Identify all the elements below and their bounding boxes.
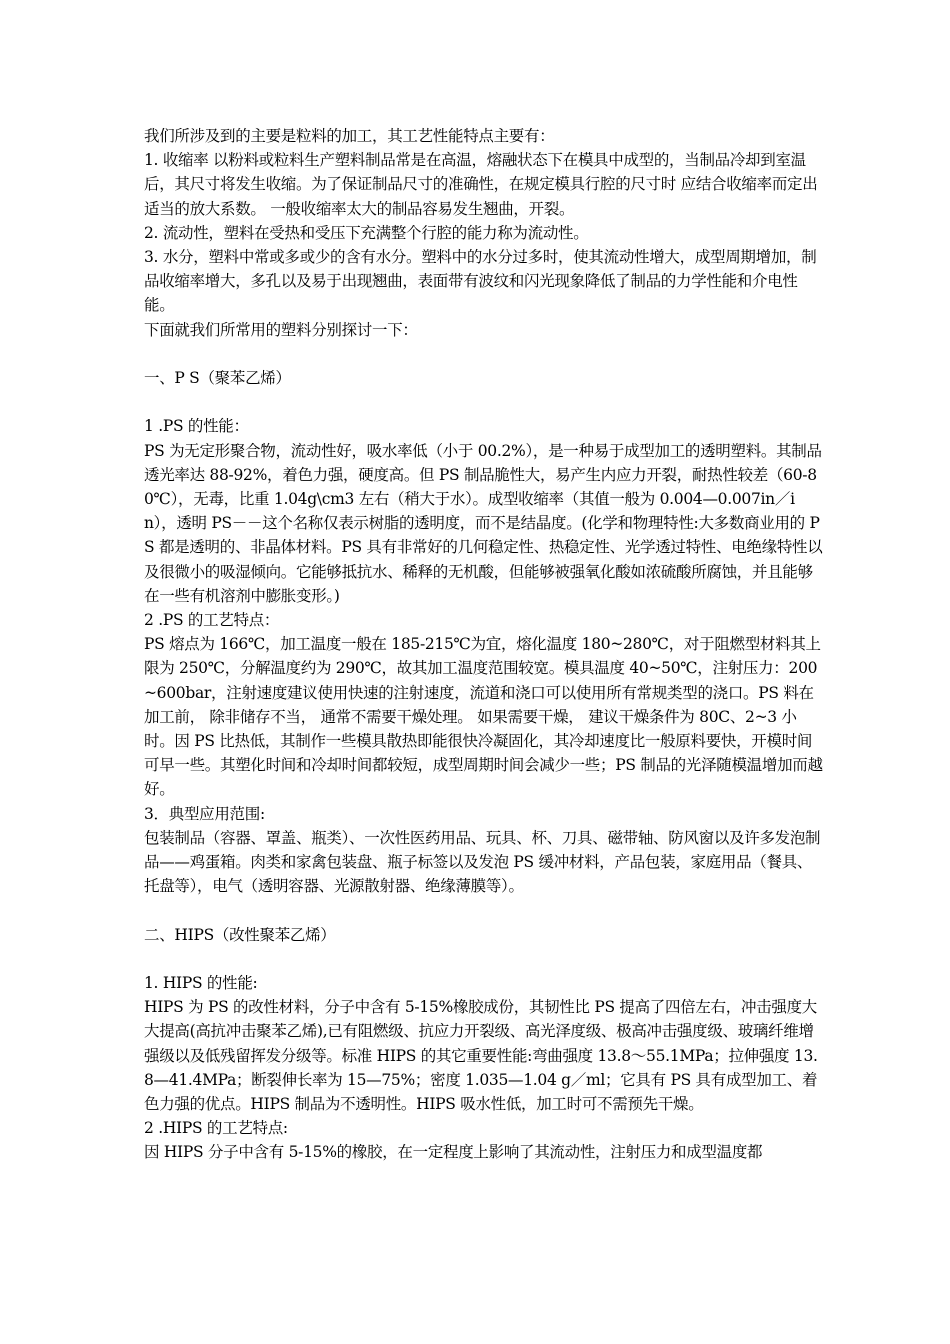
ps-application-text: 包装制品（容器、罩盖、瓶类）、一次性医药用品、玩具、杯、刀具、磁带轴、防风窗以及许多发泡制品——鸡蛋箱。肉类和家禽包装盘、瓶子标签以及发泡 PS 缓冲材料，产品包装，家庭用品（餐具、托盘等），电气（透明容器、光源散射器、绝缘薄膜等）。 <box>144 828 821 896</box>
ps-performance-text: PS 为无定形聚合物，流动性好，吸水率低（小于 00.2%），是一种易于成型加工的透明塑料。其制品透光率达 88-92%，着色力强，硬度高。但 PS 制品脆性大，易产生内应力开裂，耐热性较差（60-80℃），无毒，比重 1.04g\cm3 左右（稍大于水）。成型收缩率（其值一般为 0.004—0.007in／in），透明 PS－－这个名称仅表示树脂的透明度，而不是结晶度。(化学和物理特性:大多数商业用的 PS 都是透明的、非晶体材料。PS 具有非常好的几何稳定性、热稳定性、光学透过特性、电绝缘特性以及很微小的吸湿倾向。它能够抵抗水、稀释的无机酸，但能够被强氧化酸如浓硫酸所腐蚀，并且能够在一些有机溶剂中膨胀变形。) <box>144 441 823 605</box>
hips-process-title: 2 .HIPS 的工艺特点: <box>144 1119 288 1138</box>
intro-moisture: 3. 水分，塑料中常或多或少的含有水分。塑料中的水分过多时，使其流动性增大，成型周期增加，制品收缩率增大，多孔以及易于出现翘曲，表面带有波纹和闪光现象降低了制品的力学性能和介电性能。 <box>144 248 817 315</box>
hips-performance-title: 1. HIPS 的性能: <box>144 974 258 993</box>
ps-application-title: 3．典型应用范围: <box>144 804 265 823</box>
intro-flowability: 2. 流动性，塑料在受热和受压下充满整个行腔的能力称为流动性。 <box>144 223 589 242</box>
document-page <box>144 124 824 1165</box>
intro-line: 我们所涉及到的主要是粒料的加工，其工艺性能特点主要有： <box>144 127 555 145</box>
ps-process-text: PS 熔点为 166℃，加工温度一般在 185-215℃为宜，熔化温度 180~280℃，对于阻燃型材料其上限为 250℃，分解温度约为 290℃，故其加工温度范围较宽。模具温度 40~50℃，注射压力：200~600bar，注射速度建议使用快速的注射速度，流道和浇口可以使用所有常规类型的浇口。PS 料在加工前， 除非储存不当， 通常不需要干燥处理。 如果需要干燥， 建议干燥条件为 80C、2~3 小时。因 PS 比热低，其制作一些模具散热即能很快冷凝固化，其冷却速度比一般原料要快，开模时间可早一些。其塑化时间和冷却时间都较短，成型周期时间会减少一些；PS 制品的光泽随模温增加而越好。 <box>144 635 823 799</box>
intro-transition: 下面就我们所常用的塑料分别探讨一下： <box>144 320 418 339</box>
spacer <box>144 947 824 971</box>
ps-process-title: 2 .PS 的工艺特点： <box>144 611 280 630</box>
intro-shrinkage: 1. 收缩率 以粉料或粒料生产塑料制品常是在高温，熔融状态下在模具中成型的，当制品冷却到室温后，其尺寸将发生收缩。为了保证制品尺寸的准确性，在规定模具行腔的尺寸时 应结合收缩率而定出适当的放大系数。 一般收缩率太大的制品容易发生翘曲，开裂。 <box>144 151 818 218</box>
hips-heading: 二、HIPS（改性聚苯乙烯） <box>144 925 336 944</box>
ps-heading: 一、P S（聚苯乙烯） <box>144 369 291 388</box>
spacer <box>144 390 824 414</box>
hips-performance-text: HIPS 为 PS 的改性材料，分子中含有 5-15%橡胶成份，其韧性比 PS 提高了四倍左右，冲击强度大大提高(高抗冲击聚苯乙烯),已有阻燃级、抗应力开裂级、高光泽度级、极高冲击强度级、玻璃纤维增强级以及低残留挥发分级等。标准 HIPS 的其它重要性能:弯曲强度 13.8～55.1MPa；拉伸强度 13.8—41.4MPa；断裂伸长率为 15—75%；密度 1.035—1.04 g／ml；它具有 PS 具有成型加工、着色力强的优点。HIPS 制品为不透明性。HIPS 吸水性低，加工时可不需预先干燥。 <box>144 998 818 1114</box>
spacer <box>144 342 824 366</box>
spacer <box>144 898 824 922</box>
hips-process-text: 因 HIPS 分子中含有 5-15%的橡胶，在一定程度上影响了其流动性，注射压力和成型温度都 <box>144 1143 763 1162</box>
ps-performance-title: 1 .PS 的性能： <box>144 417 249 436</box>
